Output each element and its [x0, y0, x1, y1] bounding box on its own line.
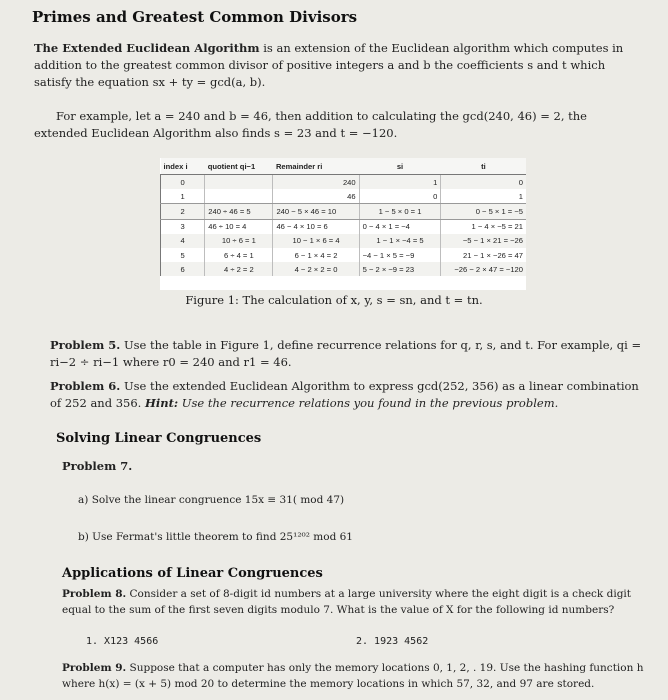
problem-8 — [62, 586, 646, 618]
problem-8-text: Consider a set of 8-digit id numbers at a large university where the eight digit is a check digit equal to the sum of the first seven digits modulo 7. What is the value of X for the following id numbers? — [62, 588, 632, 616]
cell-remainder: 46 − 4 × 10 = 6 — [273, 219, 359, 234]
cell-quotient — [205, 175, 273, 190]
cell-index: 0 — [161, 175, 205, 190]
cell-s: 1 — [359, 175, 441, 190]
problem-6-label: Problem 6. — [50, 379, 121, 393]
cell-remainder: 6 − 1 × 4 = 2 — [273, 248, 359, 262]
problem-6-hint: Use the recurrence relations you found in the previous problem. — [181, 396, 559, 410]
cell-remainder: 4 − 2 × 2 = 0 — [273, 262, 359, 276]
cell-t: −5 − 1 × 21 = −26 — [441, 234, 526, 248]
problem-5-label: Problem 5. — [50, 338, 121, 352]
cell-remainder: 240 − 5 × 46 = 10 — [273, 204, 359, 219]
example-paragraph: For example, let a = 240 and b = 46, then addition to calculating the gcd(240, 46) = 2, the extended Euclidean Algorithm also finds s = 23 and t = −120. — [34, 109, 587, 140]
cell-t: 21 − 1 × −26 = 47 — [441, 248, 526, 262]
cell-s: 0 − 4 × 1 = −4 — [359, 219, 441, 234]
cell-quotient: 46 ÷ 10 = 4 — [205, 219, 273, 234]
problem-6-text: Use the extended Euclidean Algorithm to express gcd(252, 356) as a linear combination of 252 and 356. — [50, 379, 639, 410]
problem-5 — [50, 337, 646, 371]
cell-s: 1 − 1 × −4 = 5 — [359, 234, 441, 248]
section-heading-applications: Applications of Linear Congruences — [62, 566, 323, 581]
header-s: si — [359, 158, 441, 175]
cell-remainder: 46 — [273, 189, 359, 204]
cell-t: 1 — [441, 189, 526, 204]
cell-index: 6 — [161, 262, 205, 276]
header-quotient: quotient qi−1 — [205, 158, 273, 175]
cell-index: 2 — [161, 204, 205, 219]
problem-7-part-b: b) Use Fermat's little theorem to find 25¹²⁰² mod 61 — [78, 531, 353, 543]
figure-caption: Figure 1: The calculation of x, y, s = sn, and t = tn. — [185, 293, 483, 307]
table-row — [161, 262, 527, 276]
problem-7-label: Problem 7. — [62, 459, 133, 473]
cell-index: 1 — [161, 189, 205, 204]
cell-remainder: 240 — [273, 175, 359, 190]
table-header-row — [161, 158, 527, 175]
table-row — [161, 219, 527, 234]
problem-9-text: Suppose that a computer has only the memory locations 0, 1, 2, . 19. Use the hashing function h where h(x) = (x + 5) mod 20 to determine the memory locations in which 57, 32, and 97 are stored. — [62, 662, 644, 690]
page-title: Primes and Greatest Common Divisors — [32, 8, 358, 26]
problem-6-hint-label: Hint: — [144, 396, 179, 410]
cell-index: 5 — [161, 248, 205, 262]
table-row — [161, 248, 527, 262]
problem-6 — [50, 378, 646, 412]
calculation-table — [160, 158, 526, 276]
section-heading-congruences: Solving Linear Congruences — [56, 431, 262, 446]
cell-quotient: 6 ÷ 4 = 1 — [205, 248, 273, 262]
cell-s: 5 − 2 × −9 = 23 — [359, 262, 441, 276]
calculation-table-wrapper — [160, 158, 526, 290]
cell-quotient: 240 ÷ 46 = 5 — [205, 204, 273, 219]
cell-t: 0 — [441, 175, 526, 190]
table-row — [161, 175, 527, 190]
cell-t: −26 − 2 × 47 = −120 — [441, 262, 526, 276]
problem-8-label: Problem 8. — [62, 588, 127, 600]
problem-8-item-1: 1. X123 4566 — [86, 636, 159, 647]
intro-paragraph — [34, 40, 644, 91]
problem-9-label: Problem 9. — [62, 662, 127, 674]
cell-s: 0 — [359, 189, 441, 204]
header-remainder: Remainder ri — [273, 158, 359, 175]
cell-t: 0 − 5 × 1 = −5 — [441, 204, 526, 219]
table-row — [161, 234, 527, 248]
cell-s: −4 − 1 × 5 = −9 — [359, 248, 441, 262]
cell-t: 1 − 4 × −5 = 21 — [441, 219, 526, 234]
intro-text: is an extension of the Euclidean algorithm which computes in addition to the greatest common divisor of positive integers a and b the coefficients s and t which satisfy the equation sx + ty = gcd(a, b). — [34, 41, 624, 89]
cell-remainder: 10 − 1 × 6 = 4 — [273, 234, 359, 248]
cell-index: 4 — [161, 234, 205, 248]
cell-quotient — [205, 189, 273, 204]
intro-term: The Extended Euclidean Algorithm — [34, 41, 260, 55]
header-t: ti — [441, 158, 526, 175]
problem-7-part-a: a) Solve the linear congruence 15x ≡ 31( mod 47) — [78, 494, 345, 506]
header-index: index i — [161, 158, 205, 175]
cell-quotient: 4 ÷ 2 = 2 — [205, 262, 273, 276]
cell-index: 3 — [161, 219, 205, 234]
cell-quotient: 10 ÷ 6 = 1 — [205, 234, 273, 248]
problem-8-item-2: 2. 1923 4562 — [356, 636, 429, 647]
table-row — [161, 189, 527, 204]
table-row — [161, 204, 527, 219]
problem-5-text: Use the table in Figure 1, define recurrence relations for q, r, s, and t. For example, qi = ri−2 ÷ ri−1 where r0 = 240 and r1 = 46. — [50, 338, 642, 369]
problem-9 — [62, 660, 646, 692]
cell-s: 1 − 5 × 0 = 1 — [359, 204, 441, 219]
